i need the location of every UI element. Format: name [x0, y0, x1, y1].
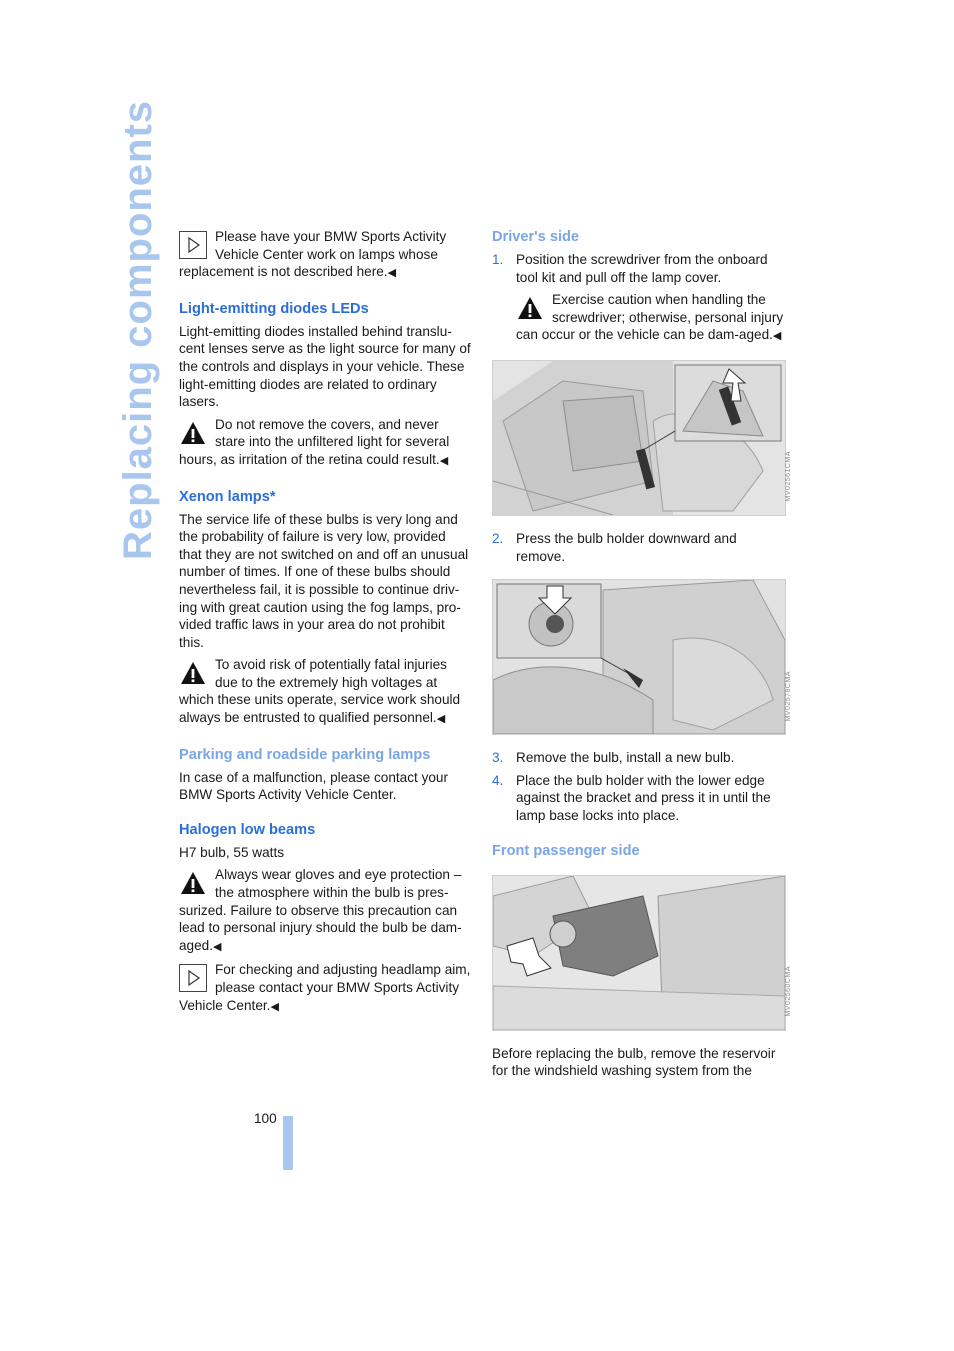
warning-triangle-icon	[516, 294, 544, 322]
right-column	[492, 228, 793, 1085]
paragraph-passenger: Before replacing the bulb, remove the reservoir for the windshield washing system from the	[492, 1045, 776, 1079]
step-number: 1.	[492, 252, 504, 267]
figure-code: MV02578CMA	[785, 670, 793, 722]
end-mark-icon: ◀	[387, 267, 397, 280]
warning-note	[179, 656, 471, 728]
warning-text: To avoid risk of potentially fatal injuries due to the extremely high voltages at which these units operate, service work should always be entrusted to qualified personnel.	[179, 657, 461, 726]
paragraph-parking: In case of a malfunction, please contact your BMW Sports Activity Vehicle Center.	[179, 769, 449, 803]
step-item	[492, 251, 786, 286]
figure-code: MV02560CMA	[785, 966, 793, 1017]
warning-note	[179, 416, 471, 471]
end-mark-icon: ◀	[439, 454, 449, 467]
heading-leds: Light-emitting diodes LEDs	[179, 300, 369, 317]
step-number: 2.	[492, 530, 504, 546]
page-bar	[283, 1116, 293, 1170]
heading-xenon: Xenon lamps*	[179, 488, 276, 505]
end-mark-icon: ◀	[213, 940, 222, 953]
warning-note	[492, 291, 786, 346]
figure-washer-reservoir	[492, 875, 786, 1031]
warning-text: Do not remove the covers, and never stare into the unfiltered light for several hours, as irritation of the retina could result.	[179, 416, 450, 467]
step-number: 4.	[492, 772, 504, 788]
info-note	[179, 228, 471, 283]
warning-triangle-icon	[179, 419, 207, 447]
step-item	[492, 772, 786, 825]
info-note-text: Please have your BMW Sports Activity Vehicle Center work on lamps whose replacement is not described here.	[179, 229, 447, 280]
step-text: Press the bulb holder downward and remove.	[516, 530, 737, 564]
warning-text: Always wear gloves and eye protection – the atmosphere within the bulb is pres-surized. Failure to observe this precaution can lead to personal injury should the bulb be dam-aged.	[179, 867, 462, 953]
warning-text: Exercise caution when handling the screwdriver; otherwise, personal injury can occur or the vehicle can be dam-aged.	[516, 292, 784, 343]
end-mark-icon: ◀	[772, 330, 782, 343]
heading-halogen: Halogen low beams	[179, 821, 316, 838]
warning-triangle-icon	[179, 869, 207, 897]
paragraph-halogen: H7 bulb, 55 watts	[179, 844, 285, 860]
step-text: Remove the bulb, install a new bulb.	[516, 750, 735, 766]
left-column	[179, 228, 471, 1021]
figure-bulb-holder	[492, 579, 786, 735]
step-item	[492, 749, 786, 767]
end-mark-icon: ◀	[436, 713, 446, 726]
step-item	[492, 530, 786, 565]
section-title: Replacing components	[116, 99, 160, 560]
info-note	[179, 961, 471, 1016]
warning-note	[179, 866, 471, 956]
figure-code: MV02561CMA	[785, 451, 793, 502]
paragraph-xenon: The service life of these bulbs is very long and the probability of failure is very low, provided that they are not switched on and off an unusual number of times. If one of these bulbs should nevertheless fail, it is possible to continue driv-ing with great caution using the fog lamps, pro-vided traffic laws in your area do not prohibit this.	[179, 511, 469, 650]
warning-triangle-icon	[179, 659, 207, 687]
heading-parking: Parking and roadside parking lamps	[179, 746, 431, 763]
step-text: Position the screwdriver from the onboard tool kit and pull off the lamp cover.	[516, 252, 768, 285]
heading-passenger-side: Front passenger side	[492, 842, 640, 859]
paragraph-leds: Light-emitting diodes installed behind translu-cent lenses serve as the light source for many of the controls and displays in your vehicle. These light-emitting diodes are related to ordinary lasers.	[179, 323, 471, 410]
page-number: 100	[254, 1111, 277, 1126]
step-number: 3.	[492, 750, 504, 766]
step-text: Place the bulb holder with the lower edge against the bracket and press it in until the lamp base locks into place.	[516, 772, 771, 823]
end-mark-icon: ◀	[270, 1000, 279, 1013]
info-arrow-icon	[179, 964, 207, 992]
info-arrow-icon	[179, 231, 207, 259]
info-note-text: For checking and adjusting headlamp aim, please contact your BMW Sports Activity Vehicle Center.	[179, 962, 471, 1013]
figure-lamp-cover	[492, 360, 786, 516]
heading-drivers-side: Driver's side	[492, 229, 580, 245]
